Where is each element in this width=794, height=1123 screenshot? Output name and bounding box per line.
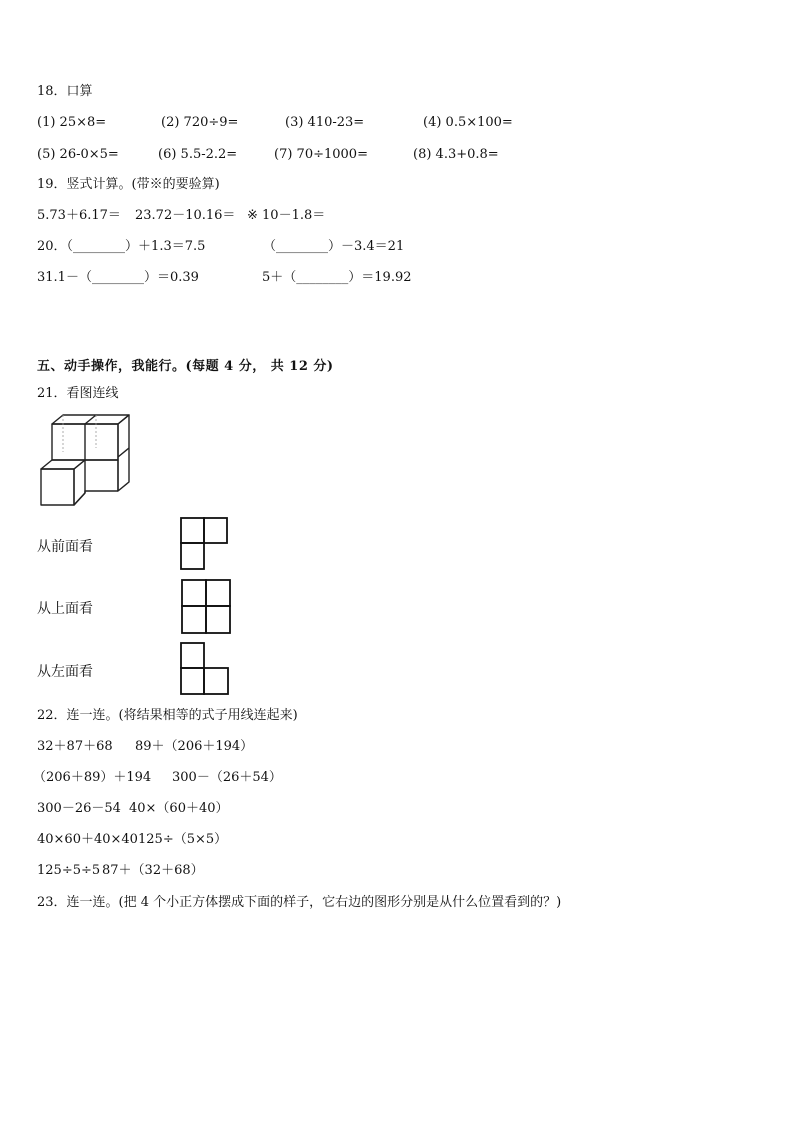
q22-left-1[interactable]: 32＋87＋68: [37, 739, 113, 754]
q22-title: 22．连一连。(将结果相等的式子用线连起来): [37, 708, 298, 723]
q20-item-3: 31.1－（________）＝0.39: [37, 270, 199, 285]
q19-item-3: ※ 10－1.8＝: [247, 208, 326, 223]
q20-item-4: 5＋（________）＝19.92: [262, 270, 412, 285]
q22-right-4[interactable]: 125÷（5×5）: [138, 832, 228, 847]
q18-item-6: (6) 5.5-2.2=: [158, 147, 238, 162]
q22-left-4[interactable]: 40×60＋40×40: [37, 832, 138, 847]
q19-item-1: 5.73＋6.17＝: [37, 208, 121, 223]
view-label-front: 从前面看: [37, 539, 93, 555]
q18-item-4: (4) 0.5×100=: [423, 115, 513, 130]
q22-left-3[interactable]: 300－26－54: [37, 801, 121, 816]
q19-title: 19．竖式计算。(带※的要验算): [37, 177, 220, 192]
q20-item-2: （________）－3.4＝21: [263, 239, 405, 254]
q18-item-2: (2) 720÷9=: [161, 115, 239, 130]
q22-left-2[interactable]: （206＋89）＋194: [33, 770, 152, 785]
cube-stack-figure: [38, 412, 133, 510]
q18-item-7: (7) 70÷1000=: [274, 147, 368, 162]
q22-right-2[interactable]: 300－（26＋54）: [172, 770, 282, 785]
q21-title: 21．看图连线: [37, 386, 119, 401]
q18-item-5: (5) 26-0×5=: [37, 147, 119, 162]
q18-item-8: (8) 4.3+0.8=: [413, 147, 499, 162]
q22-right-5[interactable]: 87＋（32＋68）: [102, 863, 204, 878]
section-5-title: 五、动手操作，我能行。(每题 4 分， 共 12 分): [37, 359, 334, 374]
q23-title: 23．连一连。(把 4 个小正方体摆成下面的样子，它右边的图形分别是从什么位置看到的？): [37, 895, 562, 910]
q22-left-5[interactable]: 125÷5÷5: [37, 863, 101, 878]
q18-item-1: (1) 25×8=: [37, 115, 107, 130]
view-shape-1[interactable]: [180, 517, 228, 570]
q20-item-1: 20．（________）＋1.3＝7.5: [37, 239, 206, 254]
q19-item-2: 23.72－10.16＝: [135, 208, 236, 223]
view-label-top: 从上面看: [37, 601, 93, 617]
q18-title: 18．口算: [37, 84, 93, 99]
q18-item-3: (3) 410-23=: [285, 115, 365, 130]
q22-right-3[interactable]: 40×（60＋40）: [129, 801, 229, 816]
view-shape-2[interactable]: [181, 579, 231, 634]
view-label-left: 从左面看: [37, 664, 93, 680]
q22-right-1[interactable]: 89＋（206＋194）: [135, 739, 254, 754]
view-shape-3[interactable]: [180, 642, 229, 695]
